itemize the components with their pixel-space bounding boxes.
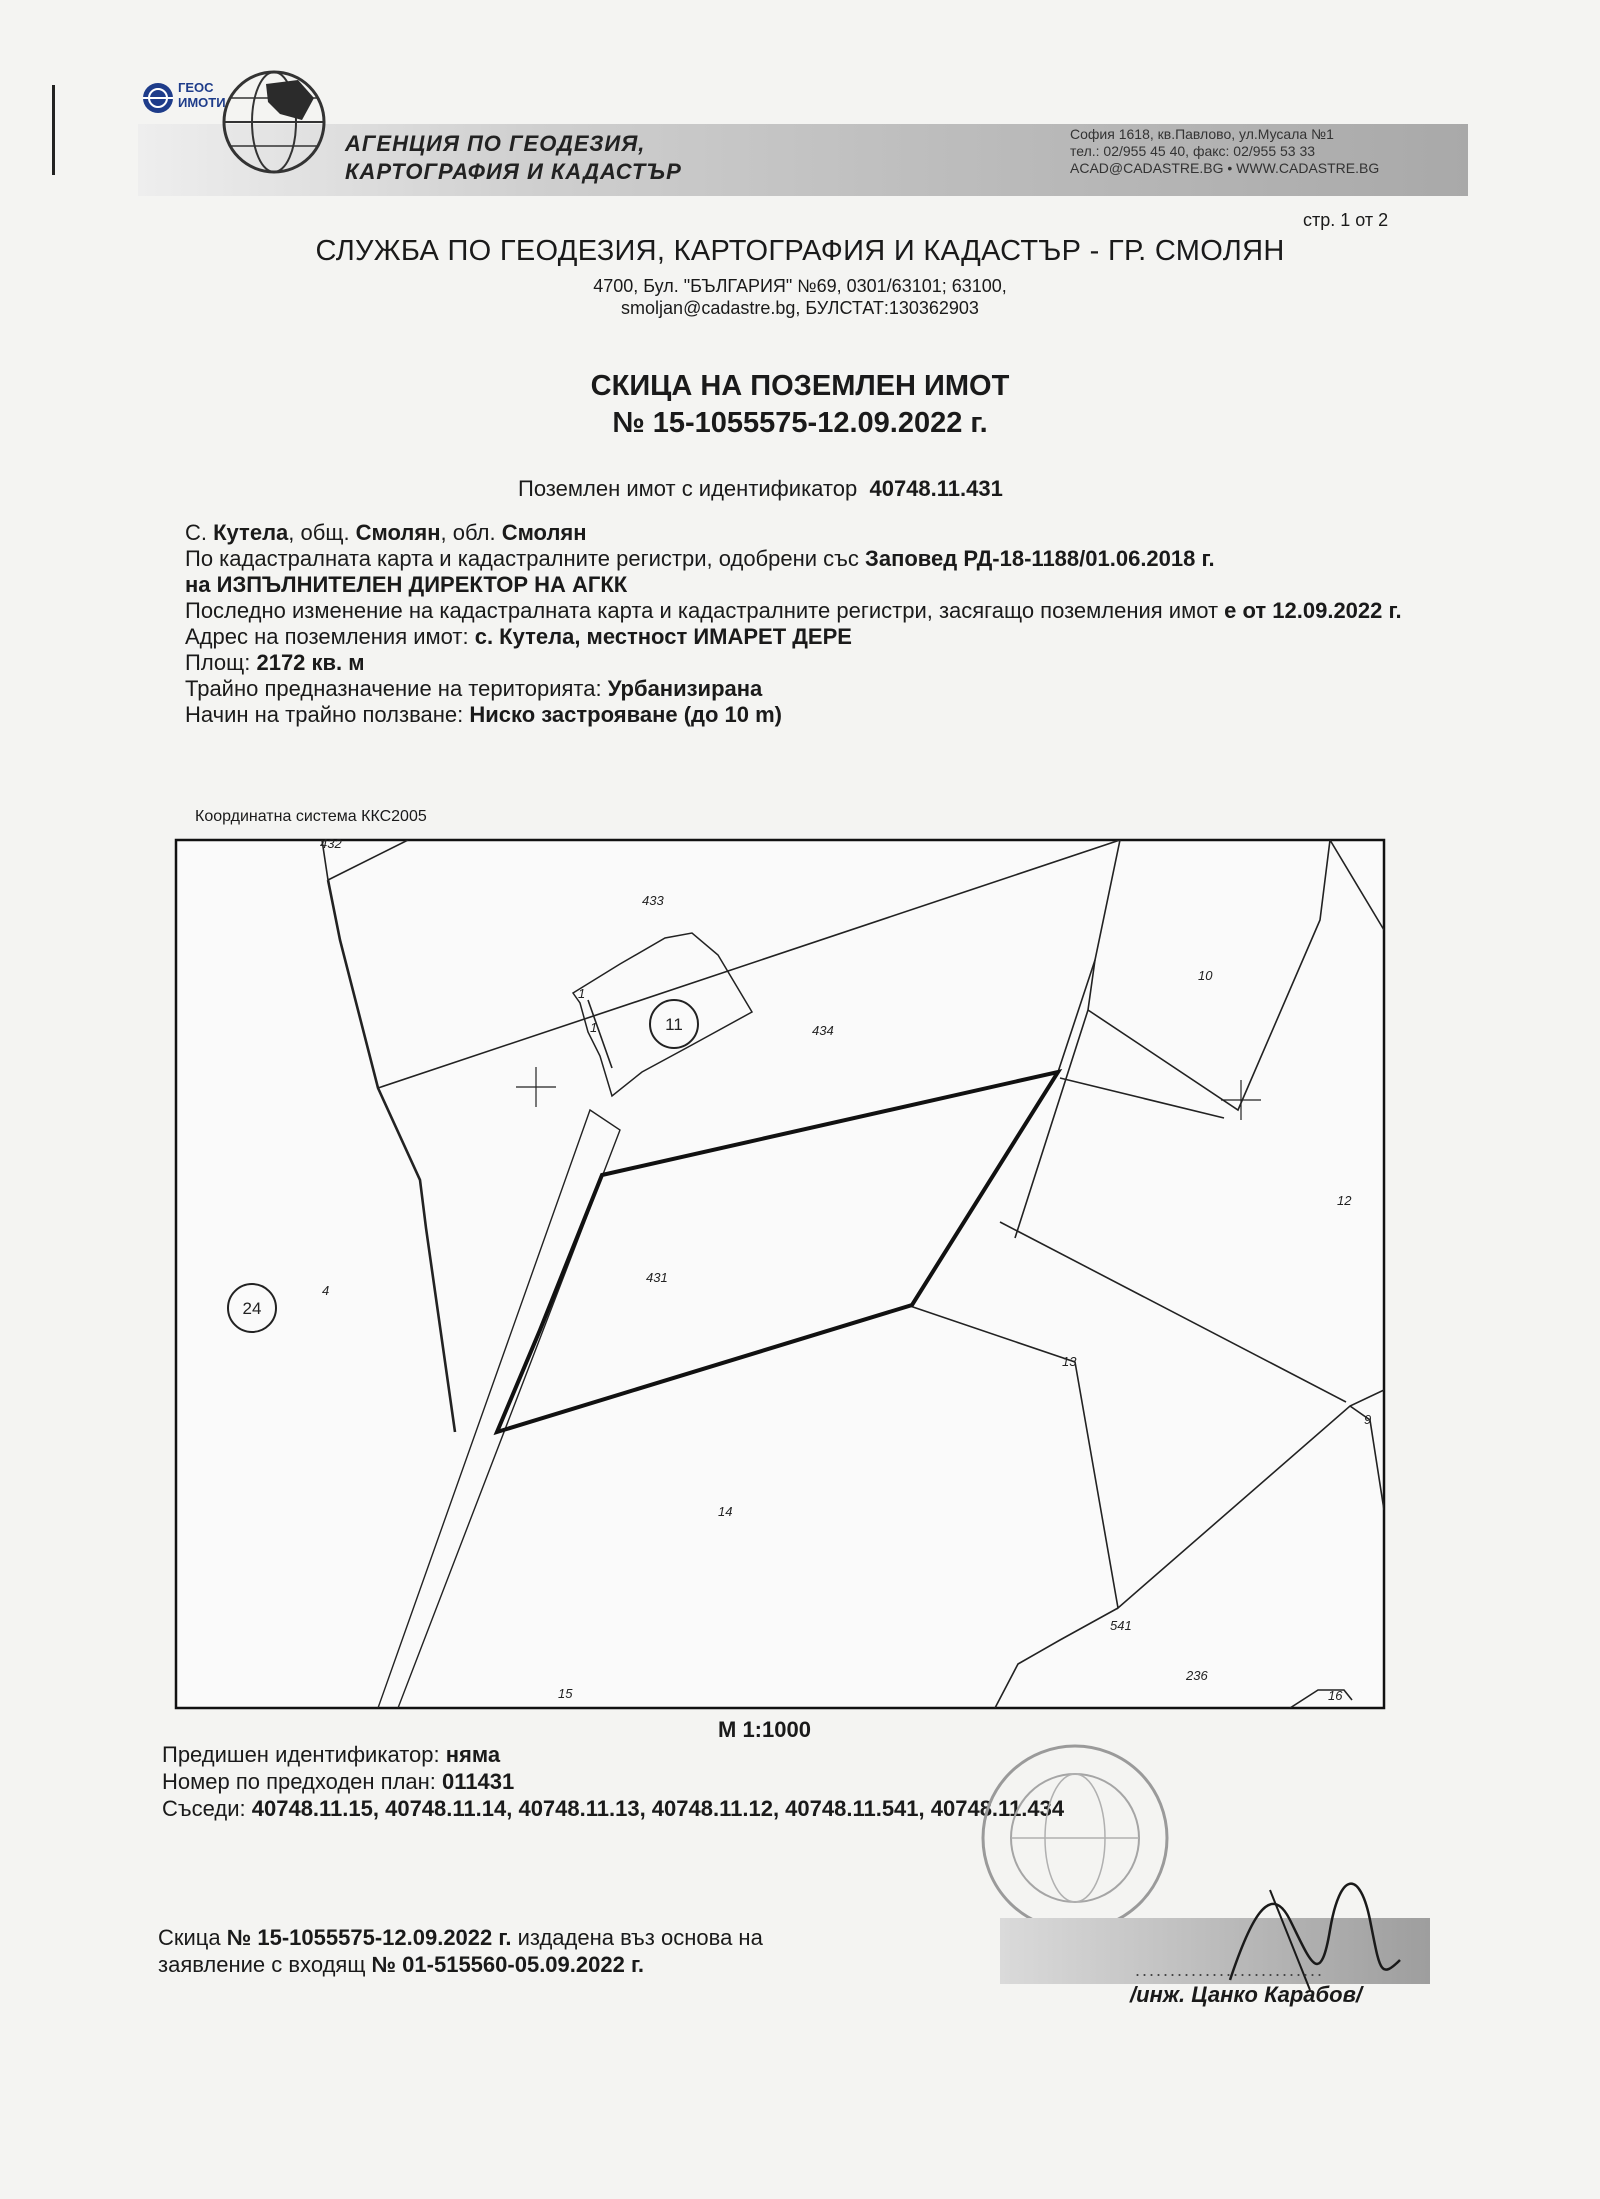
parcel-label: 432 [320, 838, 342, 851]
parcel-label: 15 [558, 1686, 573, 1701]
coordinate-system-label: Координатна система ККС2005 [195, 808, 427, 825]
building-label: 1 [590, 1020, 598, 1035]
last-change-line: Последно изменение на кадастралната карта и кадастралните регистри, засягащо поземления имот е от 12.09.2022 г. [185, 598, 1402, 623]
parcel-label: 236 [1186, 1668, 1208, 1683]
parcel-label: 10 [1198, 968, 1213, 983]
circle-label-11: 11 [665, 1015, 683, 1034]
official-stamp [935, 1738, 1215, 1938]
parcel-label: 433 [642, 893, 664, 908]
parcel-label: 431 [646, 1270, 668, 1285]
office-address: 4700, Бул. "БЪЛГАРИЯ" №69, 0301/63101; 63100, smoljan@cadastre.bg, БУЛСТАТ:130362903 [593, 276, 1007, 318]
agency-name: АГЕНЦИЯ ПО ГЕОДЕЗИЯ, КАРТОГРАФИЯ И КАДАСТЪР [345, 131, 682, 184]
purpose-line: Трайно предназначение на територията: Урбанизирана [185, 676, 763, 701]
parcel-label: 14 [718, 1504, 733, 1519]
page-number: стр. 1 от 2 [1303, 210, 1389, 230]
agency-contact: София 1618, кв.Павлово, ул.Мусала №1 тел.: 02/955 45 40, факс: 02/955 53 33 ACAD@CADASTRE.BG • WWW.CADASTRE.BG [1070, 126, 1380, 176]
margin-mark [52, 85, 55, 175]
geos-logo-icon [140, 80, 176, 116]
approval-line: По кадастралната карта и кадастралните регистри, одобрени със Заповед РД-18-1188/01.06.2018 г. на ИЗПЪЛНИТЕЛЕН ДИРЕКТОР НА АГКК [185, 546, 1215, 597]
signature-line: ........................... [1135, 1960, 1325, 1980]
parcel-label: 13 [1062, 1354, 1077, 1369]
usage-line: Начин на трайно ползване: Ниско застрояване (до 10 m) [185, 702, 783, 727]
circle-label-24: 24 [242, 1299, 262, 1318]
address-line: Адрес на поземления имот: с. Кутела, местност ИМАРЕТ ДЕРЕ [185, 624, 852, 649]
neighbors-line: Съседи: 40748.11.15, 40748.11.14, 40748.11.13, 40748.11.12, 40748.11.541, 40748.11.434 [162, 1796, 1065, 1821]
issuance-note: Скица № 15-1055575-12.09.2022 г. издадена въз основа на заявление с входящ № 01-515560-05.09.2022 г. [158, 1925, 763, 1977]
location-line: С. Кутела, общ. Смолян, обл. Смолян [185, 520, 587, 545]
parcel-label: 12 [1337, 1193, 1352, 1208]
map-scale: М 1:1000 [718, 1717, 811, 1742]
parcel-label: 541 [1110, 1618, 1132, 1633]
parcel-history [162, 1741, 1482, 1822]
building-label: 1 [578, 986, 586, 1001]
cadastral-map [174, 838, 1386, 1710]
signer-name: /инж. Цанко Карабов/ [1130, 1982, 1362, 2007]
parcel-label: 9 [1364, 1412, 1372, 1427]
area-line: Площ: 2172 кв. м [185, 650, 365, 675]
office-name: СЛУЖБА ПО ГЕОДЕЗИЯ, КАРТОГРАФИЯ И КАДАСТЪР - ГР. СМОЛЯН [315, 235, 1285, 267]
parcel-info [185, 520, 1425, 728]
previous-identifier-line: Предишен идентификатор: няма [162, 1742, 501, 1767]
document-title: СКИЦА НА ПОЗЕМЛЕН ИМОТ № 15-1055575-12.09.2022 г. [590, 370, 1010, 439]
previous-plan-line: Номер по предходен план: 011431 [162, 1769, 515, 1794]
parcel-label: 434 [812, 1023, 834, 1038]
geos-logo-text: ГЕОС ИМОТИ [178, 80, 226, 110]
parcel-label: 4 [322, 1283, 330, 1298]
parcel-label: 16 [1328, 1688, 1343, 1703]
parcel-identifier: Поземлен имот с идентификатор 40748.11.431 [518, 476, 1003, 501]
